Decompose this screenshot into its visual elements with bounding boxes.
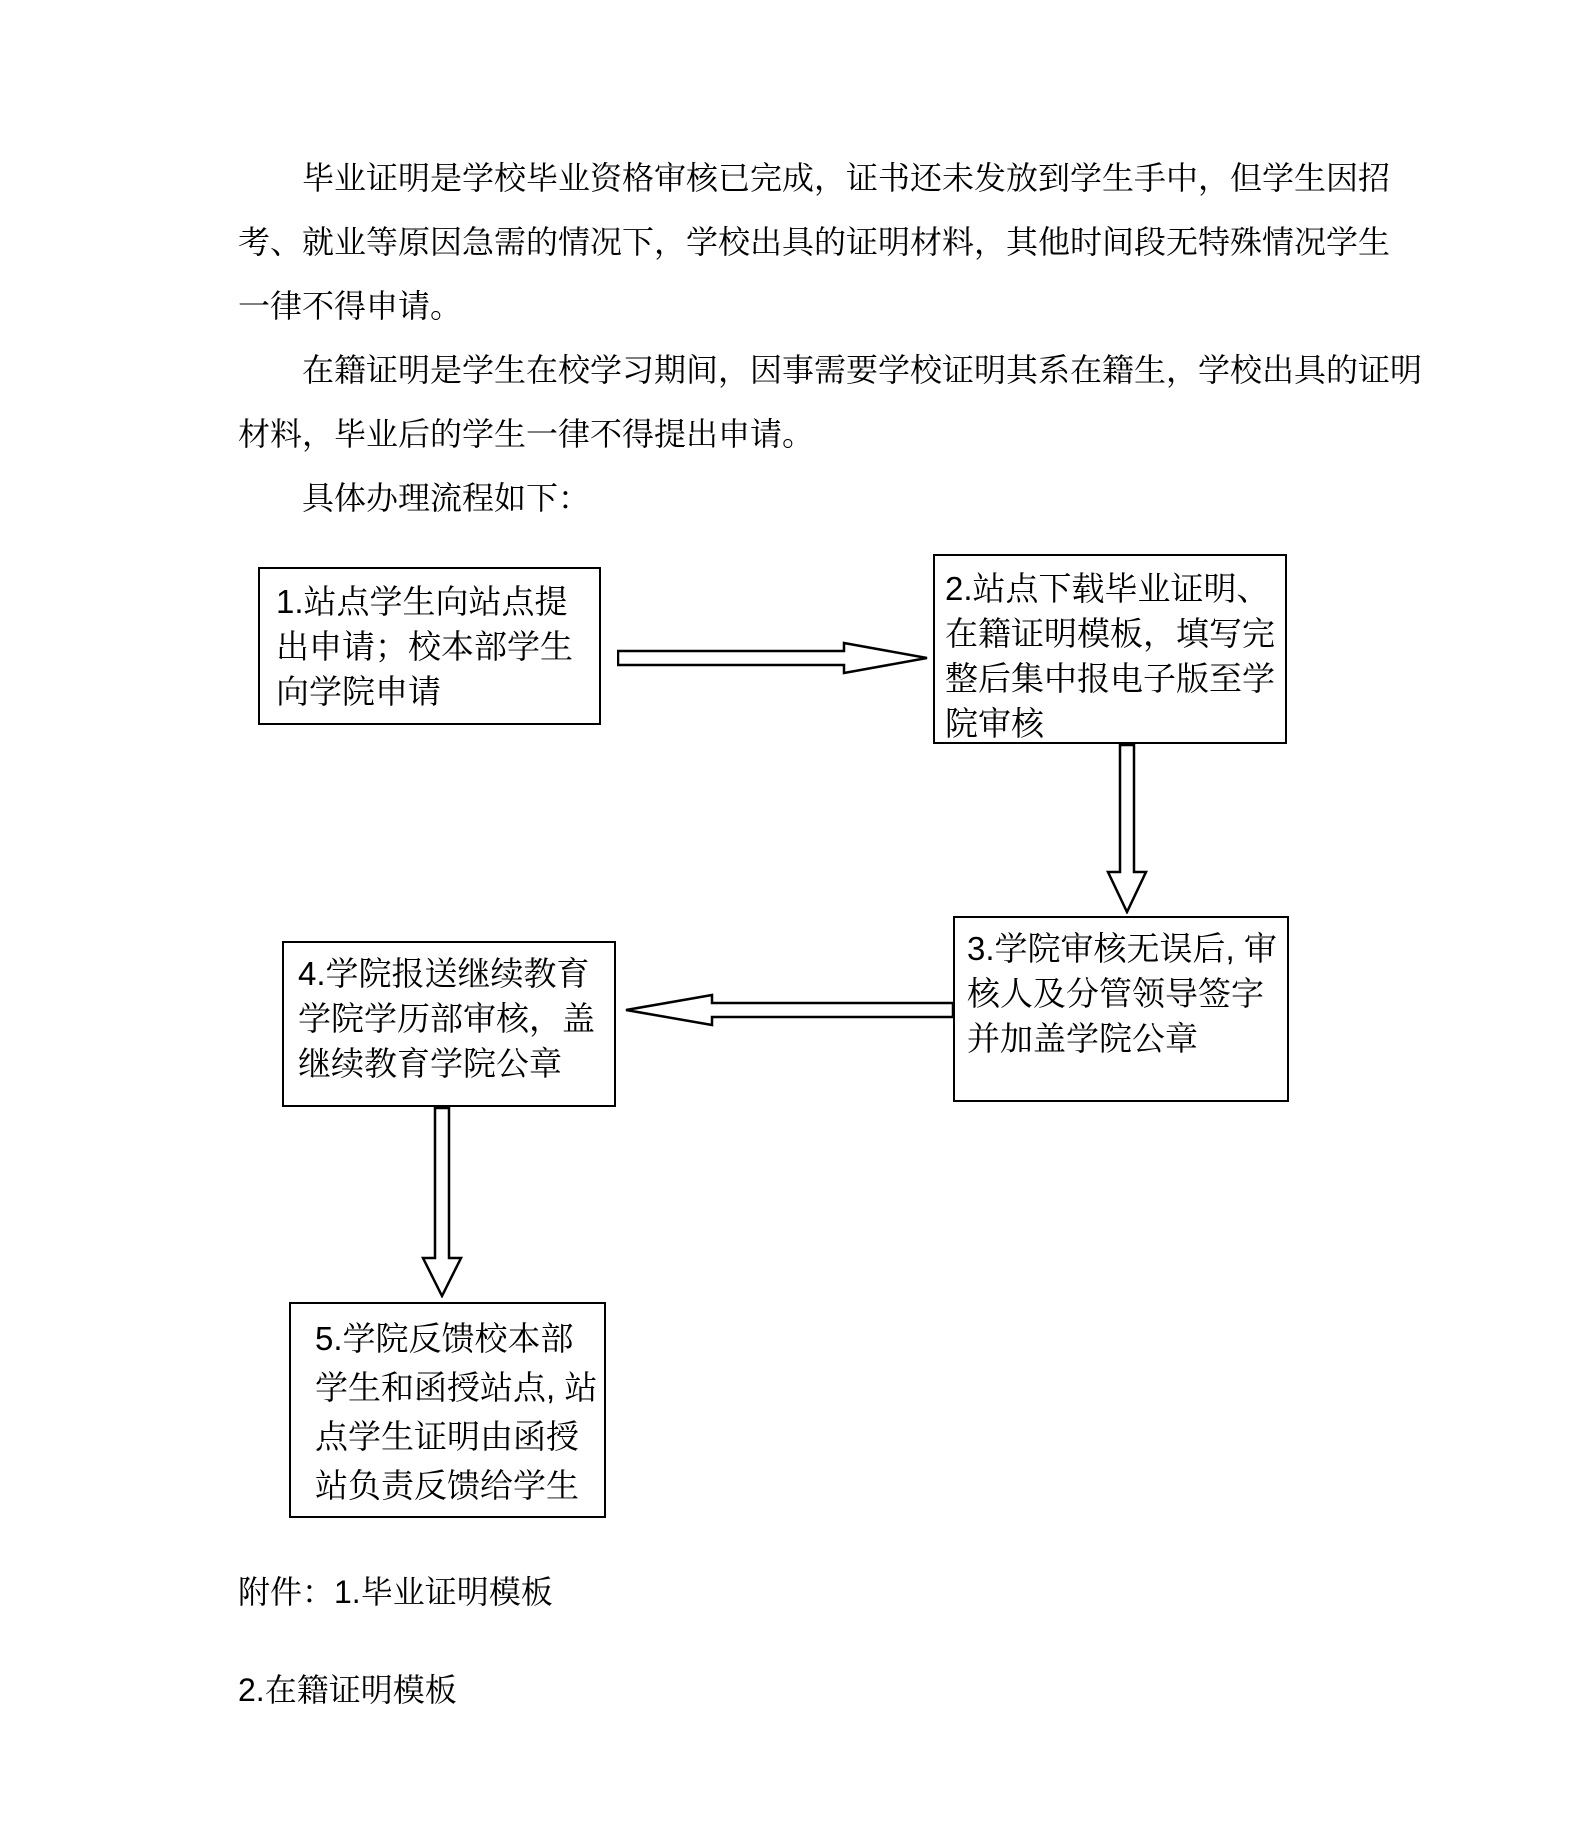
- flow-box-3-line3: 并加盖学院公章: [967, 1020, 1198, 1057]
- flow-box-1-line2: 出申请；校本部学生: [276, 628, 573, 665]
- flow-box-1-line1: 1.站点学生向站点提: [276, 583, 568, 620]
- flow-box-3: [953, 916, 1289, 1102]
- paragraph1-line2: 考、就业等原因急需的情况下，学校出具的证明材料，其他时间段无特殊情况学生: [238, 224, 1391, 260]
- flow-arrow-left-icon: [624, 992, 954, 1028]
- flow-box-3-line1: 3.学院审核无误后, 审: [967, 930, 1277, 967]
- flow-box-2: [933, 554, 1287, 744]
- flow-box-2-line1: 2.站点下载毕业证明、: [945, 570, 1270, 607]
- paragraph3-heading: 具体办理流程如下：: [302, 480, 591, 516]
- flow-box-4: [282, 941, 616, 1107]
- paragraph1-line1: 毕业证明是学校毕业资格审核已完成，证书还未发放到学生手中，但学生因招: [302, 160, 1391, 196]
- flow-box-5-line4: 站负责反馈给学生: [315, 1467, 579, 1504]
- paragraph2-line2: 材料，毕业后的学生一律不得提出申请。: [238, 416, 815, 452]
- attachment-line-1: 附件：1.毕业证明模板: [238, 1574, 553, 1610]
- flow-box-2-line3: 整后集中报电子版至学: [945, 660, 1275, 697]
- flow-box-5-line1: 5.学院反馈校本部: [315, 1320, 574, 1357]
- flow-box-3-line2: 核人及分管领导签字: [967, 975, 1264, 1012]
- flow-box-4-line1: 4.学院报送继续教育: [298, 955, 590, 992]
- flow-box-5: [289, 1302, 606, 1518]
- flow-box-5-line2: 学生和函授站点, 站: [315, 1369, 598, 1406]
- flow-box-2-line4: 院审核: [945, 705, 1044, 742]
- flow-arrow-right-icon: [617, 640, 929, 676]
- flow-arrow-down-icon: [1105, 744, 1149, 914]
- attachment-line-2: 2.在籍证明模板: [238, 1672, 457, 1708]
- flow-box-4-line3: 继续教育学院公章: [298, 1045, 562, 1082]
- flow-box-5-line3: 点学生证明由函授: [315, 1418, 579, 1455]
- flow-arrow-down-icon: [420, 1107, 464, 1298]
- flow-box-1: [258, 567, 601, 725]
- paragraph1-line3: 一律不得申请。: [238, 288, 463, 324]
- flow-box-4-line2: 学院学历部审核，盖: [298, 1000, 595, 1037]
- paragraph2-line1: 在籍证明是学生在校学习期间，因事需要学校证明其系在籍生，学校出具的证明: [302, 352, 1423, 388]
- flow-box-2-line2: 在籍证明模板，填写完: [945, 615, 1275, 652]
- flow-box-1-line3: 向学院申请: [276, 673, 441, 710]
